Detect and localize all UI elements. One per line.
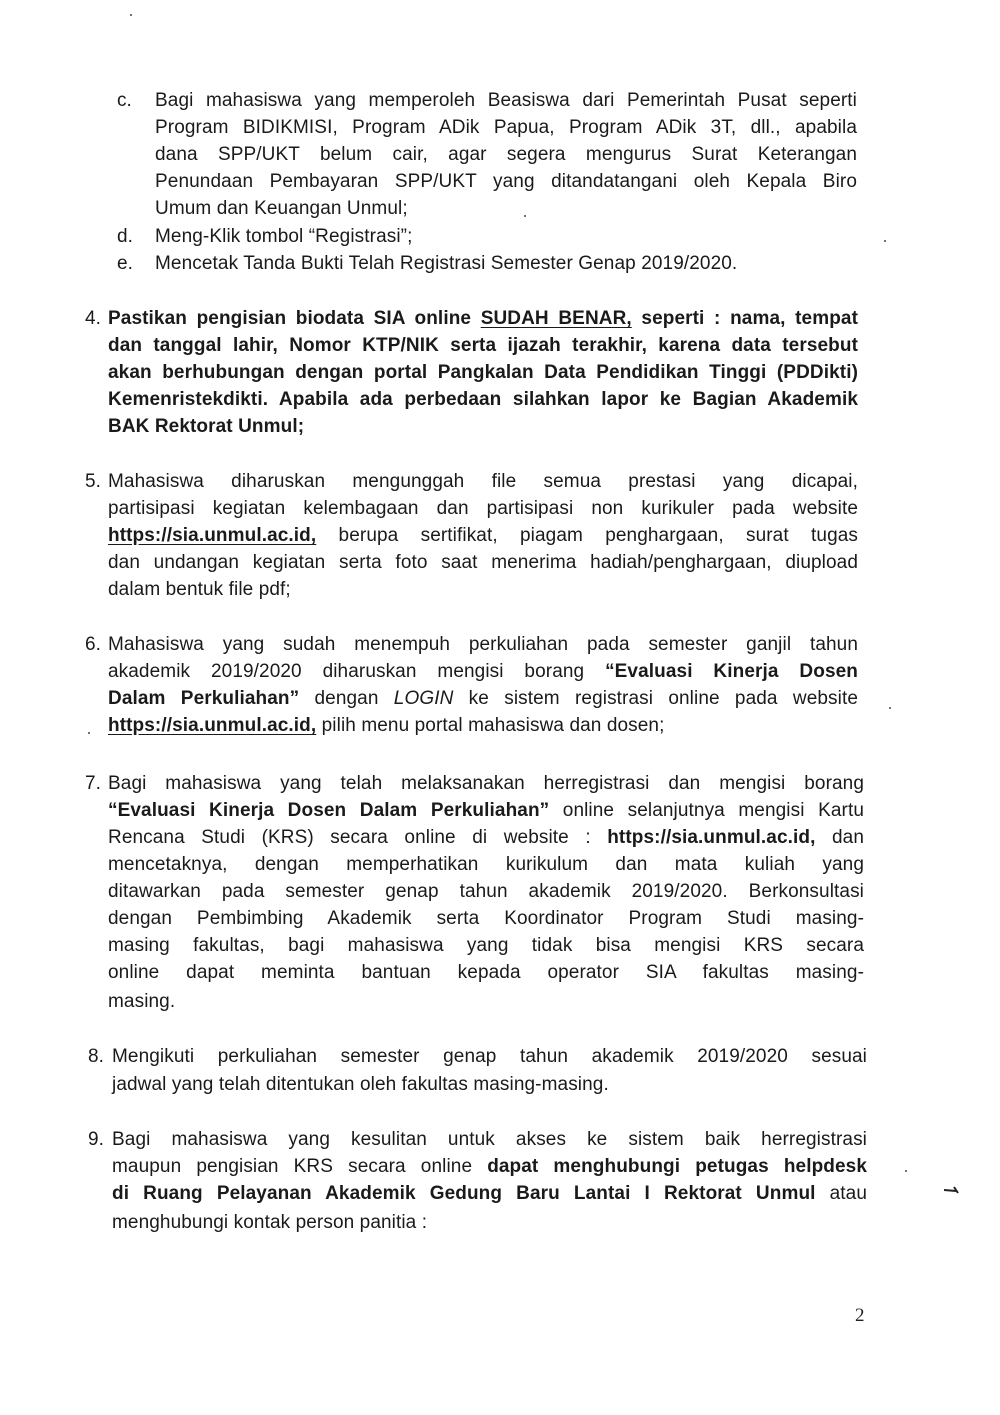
scan-speck [889,707,891,709]
text-line: akan berhubungan dengan portal Pangkalan Data Pendidikan Tinggi (PDDikti) [108,362,858,383]
scan-speck [884,240,886,242]
item-number: 7. [85,773,101,794]
text-span: Rencana Studi (KRS) secara online di website : [108,827,608,848]
text-line: BAK Rektorat Unmul; [108,416,305,437]
scan-speck [524,215,526,217]
text-span: online selanjutnya mengisi Kartu [549,800,864,821]
text-span: Pastikan pengisian biodata SIA online [108,308,481,329]
text-line [108,658,858,685]
sia-link[interactable]: https://sia.unmul.ac.id, [607,827,816,848]
text-line: dan tanggal lahir, Nomor KTP/NIK serta ijazah terakhir, karena data tersebut [108,335,858,356]
text-line: Bagi mahasiswa yang kesulitan untuk akses ke sistem baik herregistrasi [112,1129,867,1150]
text-line [108,797,864,824]
text-line: menghubungi kontak person panitia : [112,1212,428,1233]
text-line: dalam bentuk file pdf; [108,579,291,600]
sia-link[interactable]: https://sia.unmul.ac.id, [108,525,317,546]
text-line: partisipasi kegiatan kelembagaan dan partisipasi non kurikuler pada website [108,498,858,519]
text-span: dengan [299,688,394,709]
text-line: Mengikuti perkuliahan semester genap tahun akademik 2019/2020 sesuai [112,1046,867,1067]
text-span: akademik 2019/2020 diharuskan mengisi borang [108,661,606,682]
scan-speck [88,732,90,734]
text-line [108,522,858,549]
text-span: dan [815,827,864,848]
emphasis-underline: SUDAH BENAR, [480,308,632,329]
page-number: 2 [855,1305,865,1326]
bold-span: Dalam Perkuliahan” [108,688,300,709]
text-span: atau [815,1183,867,1204]
bold-span: “Evaluasi Kinerja Dosen Dalam Perkuliahan” [108,800,550,821]
text-line: Kemenristekdikti. Apabila ada perbedaan silahkan lapor ke Bagian Akademik [108,389,858,410]
text-line: Mahasiswa diharuskan mengunggah file semua prestasi yang dicapai, [108,471,858,492]
bold-span: “Evaluasi Kinerja Dosen [605,661,858,682]
text-span: maupun pengisian KRS secara online [112,1156,488,1177]
text-line: dengan Pembimbing Akademik serta Koordinator Program Studi masing- [108,908,864,929]
sub-item-marker: d. [117,226,133,247]
text-line: Penundaan Pembayaran SPP/UKT yang ditandatangani oleh Kepala Biro [155,171,857,192]
text-line: Bagi mahasiswa yang telah melaksanakan herregistrasi dan mengisi borang [108,773,864,794]
text-line: Meng-Klik tombol “Registrasi”; [155,226,413,247]
item-number: 6. [85,634,101,655]
text-line [108,824,864,851]
sub-item-marker: e. [117,253,133,274]
bold-span: dapat menghubungi petugas helpdesk [487,1156,867,1177]
bold-span: di Ruang Pelayanan Akademik Gedung Baru Lantai I Rektorat Unmul [112,1183,816,1204]
text-line: Bagi mahasiswa yang memperoleh Beasiswa dari Pemerintah Pusat seperti [155,90,857,111]
scan-speck [905,1170,907,1172]
item-number: 8. [88,1046,104,1067]
text-line: Mencetak Tanda Bukti Telah Registrasi Semester Genap 2019/2020. [155,253,738,274]
text-line [112,1180,867,1207]
scan-speck [130,14,132,16]
text-span: pilih menu portal mahasiswa dan dosen; [316,715,665,736]
text-line [112,1153,867,1180]
text-line: online dapat meminta bantuan kepada operator SIA fakultas masing- [108,962,864,983]
italic-span: LOGIN [393,688,454,709]
sia-link[interactable]: https://sia.unmul.ac.id, [108,715,317,736]
text-line: dan undangan kegiatan serta foto saat menerima hadiah/penghargaan, diupload [108,552,858,573]
item-number: 9. [88,1129,104,1150]
text-line: Program BIDIKMISI, Program ADik Papua, Program ADik 3T, dll., apabila [155,117,857,138]
text-line: jadwal yang telah ditentukan oleh fakultas masing-masing. [112,1074,609,1095]
text-line [108,712,664,739]
text-span: berupa sertifikat, piagam penghargaan, surat tugas [316,525,858,546]
text-line: masing fakultas, bagi mahasiswa yang tidak bisa mengisi KRS secara [108,935,864,956]
text-line [108,305,858,332]
text-line: Umum dan Keuangan Unmul; [155,198,408,219]
item-number: 5. [85,471,101,492]
item-number: 4. [85,308,101,329]
text-span: ke sistem registrasi online pada website [453,688,858,709]
text-line: dana SPP/UKT belum cair, agar segera mengurus Surat Keterangan [155,144,857,165]
text-line [108,685,858,712]
text-line: ditawarkan pada semester genap tahun akademik 2019/2020. Berkonsultasi [108,881,864,902]
pen-mark-icon [944,1186,960,1194]
text-line: mencetaknya, dengan memperhatikan kurikulum dan mata kuliah yang [108,854,864,875]
text-line: Mahasiswa yang sudah menempuh perkuliahan pada semester ganjil tahun [108,634,858,655]
sub-item-marker: c. [117,90,132,111]
text-line: masing. [108,991,176,1012]
text-span: seperti : nama, tempat [631,308,859,329]
